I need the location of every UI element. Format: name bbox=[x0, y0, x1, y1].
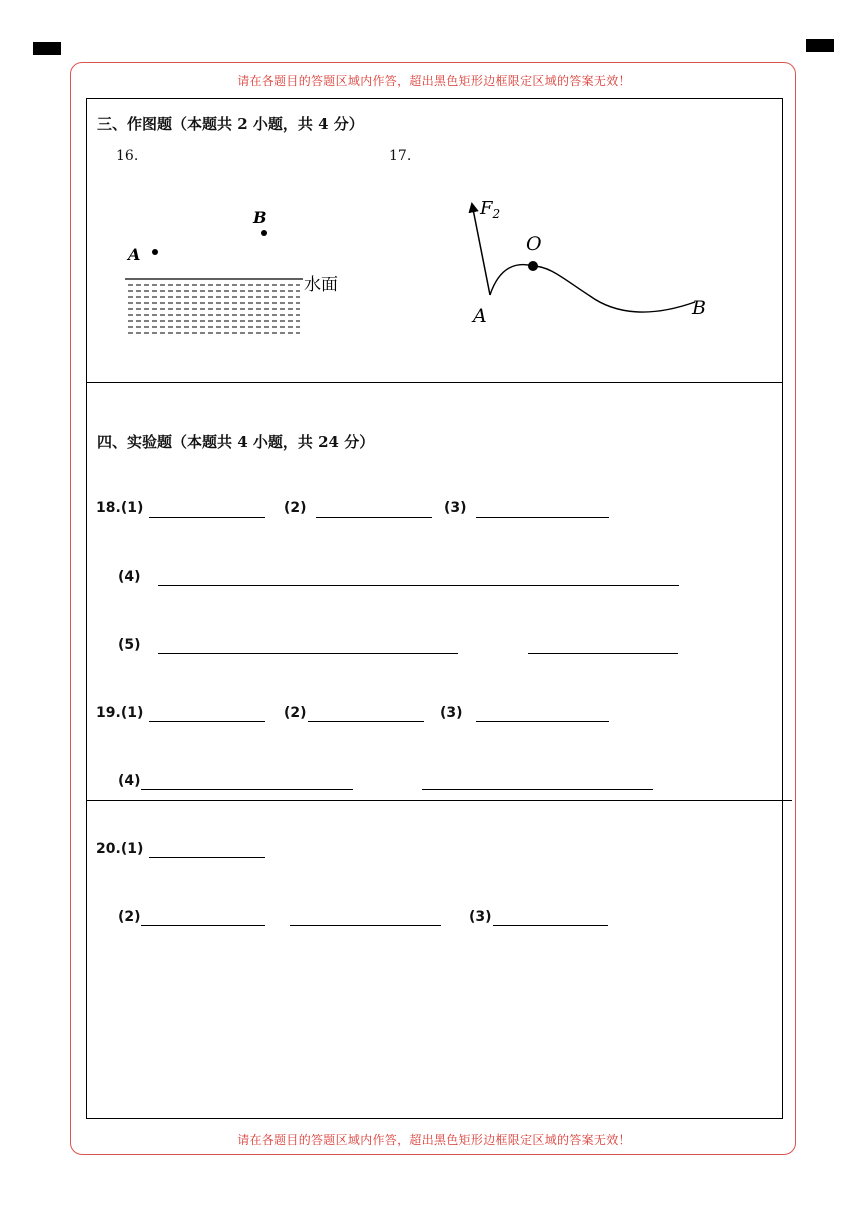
point-b-label: B bbox=[253, 208, 267, 227]
end-b-label: B bbox=[692, 297, 706, 319]
section-4-box bbox=[86, 382, 783, 1119]
notice-top: 请在各题目的答题区域内作答，超出黑色矩形边框限定区域的答案无效！ bbox=[237, 74, 631, 88]
question-16-number: 16. bbox=[116, 148, 139, 164]
q20-2-answer-blank-a[interactable] bbox=[141, 925, 265, 926]
q18-label: 18.(1) bbox=[96, 500, 144, 516]
q18-4-label: (4) bbox=[118, 569, 141, 585]
q20-label: 20.(1) bbox=[96, 841, 144, 857]
q20-3-answer-blank[interactable] bbox=[493, 925, 608, 926]
q18-5-answer-blank-a[interactable] bbox=[158, 653, 458, 654]
force-f2-label: $F_2$ bbox=[480, 198, 501, 221]
water-surface-label: 水面 bbox=[304, 275, 338, 295]
q20-2-label: (2) bbox=[118, 909, 141, 925]
q20-1-answer-blank[interactable] bbox=[149, 857, 265, 858]
q19-4-answer-blank-a[interactable] bbox=[141, 789, 353, 790]
q18-2-answer-blank[interactable] bbox=[316, 517, 432, 518]
water-body-hatching bbox=[128, 285, 300, 333]
q20-2-answer-blank-b[interactable] bbox=[290, 925, 441, 926]
q19-2-label: (2) bbox=[284, 705, 307, 721]
q19-3-label: (3) bbox=[440, 705, 463, 721]
question-17-number: 17. bbox=[389, 148, 412, 164]
q19-2-answer-blank[interactable] bbox=[308, 721, 424, 722]
q18-2-label: (2) bbox=[284, 500, 307, 516]
point-b-dot bbox=[261, 230, 267, 236]
pivot-o-dot bbox=[528, 261, 538, 271]
q18-4-answer-blank[interactable] bbox=[158, 585, 679, 586]
pivot-o-label: O bbox=[526, 233, 542, 255]
section-4-title: 四、实验题（本题共 4 小题，共 24 分） bbox=[97, 433, 375, 451]
q16-diagram bbox=[120, 200, 360, 340]
q18-5-label: (5) bbox=[118, 637, 141, 653]
q19-3-answer-blank[interactable] bbox=[476, 721, 609, 722]
q20-3-label: (3) bbox=[469, 909, 492, 925]
notice-bottom: 请在各题目的答题区域内作答，超出黑色矩形边框限定区域的答案无效！ bbox=[237, 1133, 631, 1147]
point-a-dot bbox=[152, 249, 158, 255]
lever-curve bbox=[490, 265, 695, 312]
end-a-label: A bbox=[473, 305, 487, 327]
q18-5-answer-blank-b[interactable] bbox=[528, 653, 678, 654]
alignment-marker-left bbox=[33, 42, 61, 55]
q19-4-answer-blank-b[interactable] bbox=[422, 789, 653, 790]
section-3-title: 三、作图题（本题共 2 小题，共 4 分） bbox=[97, 115, 364, 133]
q19-1-answer-blank[interactable] bbox=[149, 721, 265, 722]
q17-diagram bbox=[460, 190, 730, 340]
q19-4-label: (4) bbox=[118, 773, 141, 789]
q19-label: 19.(1) bbox=[96, 705, 144, 721]
alignment-marker-right bbox=[806, 39, 834, 52]
q18-1-answer-blank[interactable] bbox=[149, 517, 265, 518]
q18-3-label: (3) bbox=[444, 500, 467, 516]
q18-3-answer-blank[interactable] bbox=[476, 517, 609, 518]
point-a-label: A bbox=[128, 245, 141, 264]
q19-q20-divider bbox=[86, 800, 792, 801]
